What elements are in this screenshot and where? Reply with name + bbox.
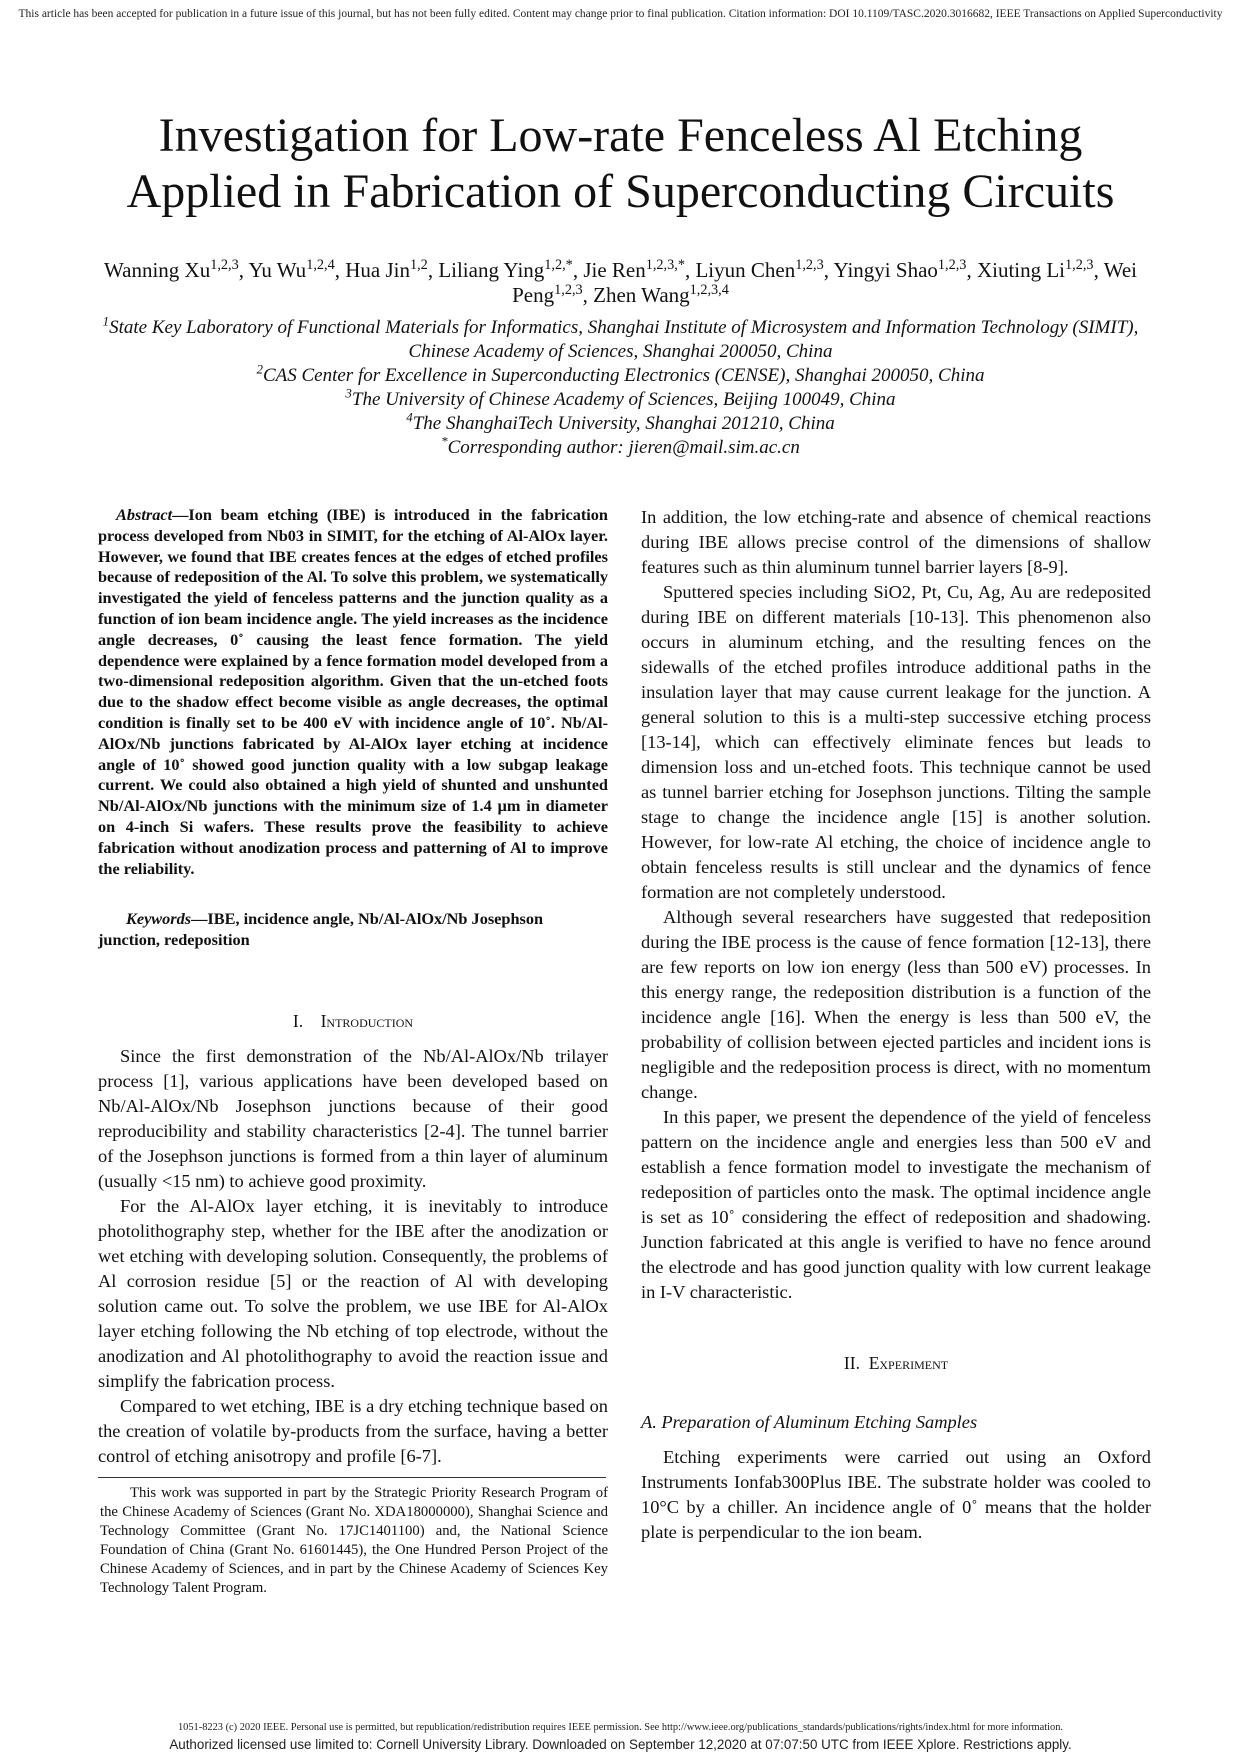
- intro-paragraph-1: Since the first demonstration of the Nb/Al-AlOx/Nb trilayer process [1], various applications have been developed based on Nb/Al-AlOx/Nb Josephson junctions because of their good reproducibility and stability characteristics [2-4]. The tunnel barrier of the Josephson junctions is formed from a thin layer of aluminum (usually <15 nm) to achieve good proximity.: [98, 1045, 608, 1191]
- affiliation: [95, 361, 1146, 388]
- author-name: Liliang Ying: [438, 258, 545, 282]
- experiment-paragraph-1: Etching experiments were carried out using an Oxford Instruments Ionfab300Plus IBE. The substrate holder was cooled to 10°C by a chiller. An incidence angle of 0˚ means that the holder plate is perpendicular to the ion beam.: [641, 1447, 1151, 1542]
- left-column: [98, 505, 608, 1598]
- section-heading-introduction: [98, 1011, 608, 1032]
- right-paragraph-4: In this paper, we present the dependence of the yield of fenceless pattern on the incidence angle and energies less than 500 eV and establish a fence formation model to investigate the mechanism of redeposition of particles onto the mask. The optimal incidence angle is set as 10˚ considering the effect of redeposition and shadowing. Junction fabricated at this angle is verified to have no fence around the electrode and has good junction quality with low current leakage in I-V characteristic.: [641, 1107, 1151, 1302]
- title-line-1: Investigation for Low-rate Fenceless Al Etching: [158, 109, 1083, 162]
- author-name: Zhen Wang: [593, 283, 690, 307]
- right-paragraph-3: Although several researchers have suggested that redeposition during the IBE process is the cause of fence formation [12-13], there are few reports on low ion energy (less than 500 eV) processes. In this energy range, the redeposition distribution is a function of the incidence angle [16]. When the energy is less than 500 eV, the probability of collision between ejected particles and incident ions is negligible and the redeposition process is direct, with no momentum change.: [641, 907, 1151, 1102]
- footnote-divider: [98, 1477, 606, 1478]
- right-paragraph-2: Sputtered species including SiO2, Pt, Cu, Ag, Au are redeposited during IBE on different materials [10-13]. This phenomenon also occurs in aluminum etching, and the resulting fences on the sidewalls of the etched profiles introduce additional paths in the insulation layer that may cause current leakage for the junction. A general solution to this is a multi-step successive etching process [13-14], which can effectively eliminate fences but leads to dimension loss and un-etched foots. This technique cannot be used as tunnel barrier etching for Josephson junctions. Tilting the sample stage to change the incidence angle [15] is another solution. However, for low-rate Al etching, the choice of incidence angle to obtain fenceless results is still unclear and the dynamics of fence formation are not completely understood.: [641, 582, 1151, 902]
- author-affiliation-mark: 1,2,3,4: [689, 282, 729, 298]
- license-footer: Authorized licensed use limited to: Cornell University Library. Downloaded on September 12,2020 at 07:07:50 UTC from IEEE Xplore. Restrictions apply.: [169, 1737, 1072, 1752]
- abstract: [98, 505, 608, 879]
- affiliation-mark: 2: [256, 361, 263, 377]
- affiliation-list: [95, 313, 1146, 460]
- affiliation: [95, 385, 1146, 412]
- author-name: Yu Wu: [248, 258, 307, 282]
- intro-paragraph-2: For the Al-AlOx layer etching, it is inevitably to introduce photolithography step, whether for the IBE after the anodization or wet etching with developing solution. Consequently, the problems of Al corrosion residue [5] or the reaction of Al with developing solution came out. To solve the problem, we use IBE for Al-AlOx layer etching following the Nb etching of top electrode, without the anodization and Al photolithography to avoid the reaction issue and simplify the fabrication process.: [98, 1195, 608, 1391]
- intro-paragraph-3: Compared to wet etching, IBE is a dry etching technique based on the creation of volatile by-products from the surface, having a better control of etching anisotropy and profile [6-7].: [98, 1395, 608, 1466]
- abstract-lead: Abstract: [116, 505, 173, 524]
- affiliation: [95, 313, 1146, 364]
- section-title: Introduction: [320, 1010, 414, 1031]
- author-name: Hua Jin: [345, 258, 410, 282]
- author-affiliation-mark: 1,2,3: [795, 257, 824, 273]
- author-name: Wanning Xu: [104, 258, 211, 282]
- author-list: Wanning Xu$^{1,2,3}$, Yu Wu$^{1,2,4}$, Hua Jin$^{1,2}$, Liliang Ying$^{1,2,*}$, Jie Ren$^{1,2,3,*}$, Liyun Chen$^{1,2,3}$, Yingyi Shao$^{1,2,3}$, Xiuting Li$^{1,2,3}$, Wei Peng$^{1,2,3}$, Zhen Wang$^{1,2,3,4}$: [104, 257, 1137, 307]
- section-title: Experiment: [868, 1353, 949, 1373]
- abstract-text: —Ion beam etching (IBE) is introduced in the fabrication process developed from Nb03 in SIMIT, for the etching of Al-AlOx layer. However, we found that IBE creates fences at the edges of etched profiles because of redeposition of the Al. To solve this problem, we systematically investigated the yield of fenceless patterns and the junction quality as a function of ion beam incidence angle. The yield increases as the incidence angle decreases, 0˚ causing the least fence formation. The yield dependence were explained by a fence formation model developed from a two-dimensional redeposition algorithm. Given that the un-etched foots due to the shadow effect become visible as angle decreases, the optimal condition is finally set to be 400 eV with incidence angle of 10˚. Nb/Al-AlOx/Nb junctions fabricated by Al-AlOx layer etching at incidence angle of 10˚ showed good junction quality with a low subgap leakage current. We could also obtained a high yield of shunted and unshunted Nb/Al-AlOx/Nb junctions with the minimum size of 1.4 µm in diameter on 4-inch Si wafers. These results prove the feasibility to achieve fabrication without anodization process and patterning of Al to improve the reliability.: [98, 505, 608, 878]
- author-affiliation-mark: 1,2,4: [306, 257, 335, 273]
- author-name: Jie Ren: [583, 258, 646, 282]
- affiliation-text: Corresponding author: jieren@mail.sim.ac.cn: [447, 437, 800, 458]
- section-number: I.: [292, 1010, 304, 1031]
- author-affiliation-mark: 1,2,3: [937, 257, 967, 273]
- affiliation-text: The ShanghaiTech University, Shanghai 201210, China: [412, 413, 835, 434]
- paper-title: [60, 108, 1181, 220]
- author-affiliation-mark: 1,2,3: [1065, 257, 1094, 273]
- affiliation: [95, 433, 1146, 460]
- right-column: [641, 505, 1151, 1545]
- affiliation-mark: *: [441, 433, 448, 449]
- author-affiliation-mark: 1,2,*: [544, 257, 573, 273]
- author-name: Xiuting Li: [976, 258, 1066, 282]
- section-number: II.: [843, 1353, 860, 1373]
- keywords-text: —IBE, incidence angle, Nb/Al-AlOx/Nb Josephson junction, redeposition: [98, 909, 544, 950]
- author-name: Wei Peng: [512, 258, 1137, 307]
- affiliation-mark: 1: [102, 313, 110, 329]
- affiliation: [95, 409, 1146, 436]
- author-name: Yingyi Shao: [833, 258, 938, 282]
- affiliation-mark: 4: [406, 409, 413, 425]
- affiliation-mark: 3: [345, 385, 352, 401]
- funding-footnote: This work was supported in part by the Strategic Priority Research Program of the Chinese Academy of Sciences (Grant No. XDA18000000), Shanghai Science and Technology Committee (Grant No. 17JC1401100) and, the National Science Foundation of China (Grant No. 61601445), the One Hundred Person Project of the Chinese Academy of Sciences, and in part by the Chinese Academy of Sciences Key Technology Talent Program.: [100, 1484, 608, 1596]
- copyright-footer: 1051-8223 (c) 2020 IEEE. Personal use is permitted, but republication/redistribution requires IEEE permission. See http://www.ieee.org/publications_standards/publications/rights/index.html for more information.: [177, 1722, 1064, 1733]
- right-paragraph-1: In addition, the low etching-rate and absence of chemical reactions during IBE allows precise control of the dimensions of shallow features such as thin aluminum tunnel barrier layers [8-9].: [641, 507, 1151, 577]
- keywords-lead: Keywords: [126, 909, 192, 929]
- affiliation-text: CAS Center for Excellence in Superconducting Electronics (CENSE), Shanghai 200050, China: [262, 365, 985, 386]
- affiliation-text: The University of Chinese Academy of Sciences, Beijing 100049, China: [351, 389, 896, 410]
- author-affiliation-mark: 1,2,3: [554, 282, 583, 298]
- section-heading-experiment: [641, 1353, 1151, 1374]
- subsection-heading: A. Preparation of Aluminum Etching Samples: [641, 1412, 978, 1432]
- affiliation-text: State Key Laboratory of Functional Materials for Informatics, Shanghai Institute of Microsystem and Information Technology (SIMIT), Chinese Academy of Sciences, Shanghai 200050, China: [109, 317, 1139, 362]
- title-line-2: Applied in Fabrication of Superconducting Circuits: [126, 165, 1115, 218]
- author-affiliation-mark: 1,2,3: [210, 257, 239, 273]
- author-name: Liyun Chen: [695, 258, 796, 282]
- publication-notice: This article has been accepted for publication in a future issue of this journal, but has not been fully edited. Content may change prior to final publication. Citation information: DOI 10.1109/TASC.2020.3016682, IEEE Transactions on Applied Superconductivity: [18, 8, 1223, 20]
- keywords: [98, 909, 608, 951]
- author-affiliation-mark: 1,2: [409, 257, 428, 273]
- author-affiliation-mark: 1,2,3,*: [645, 257, 685, 273]
